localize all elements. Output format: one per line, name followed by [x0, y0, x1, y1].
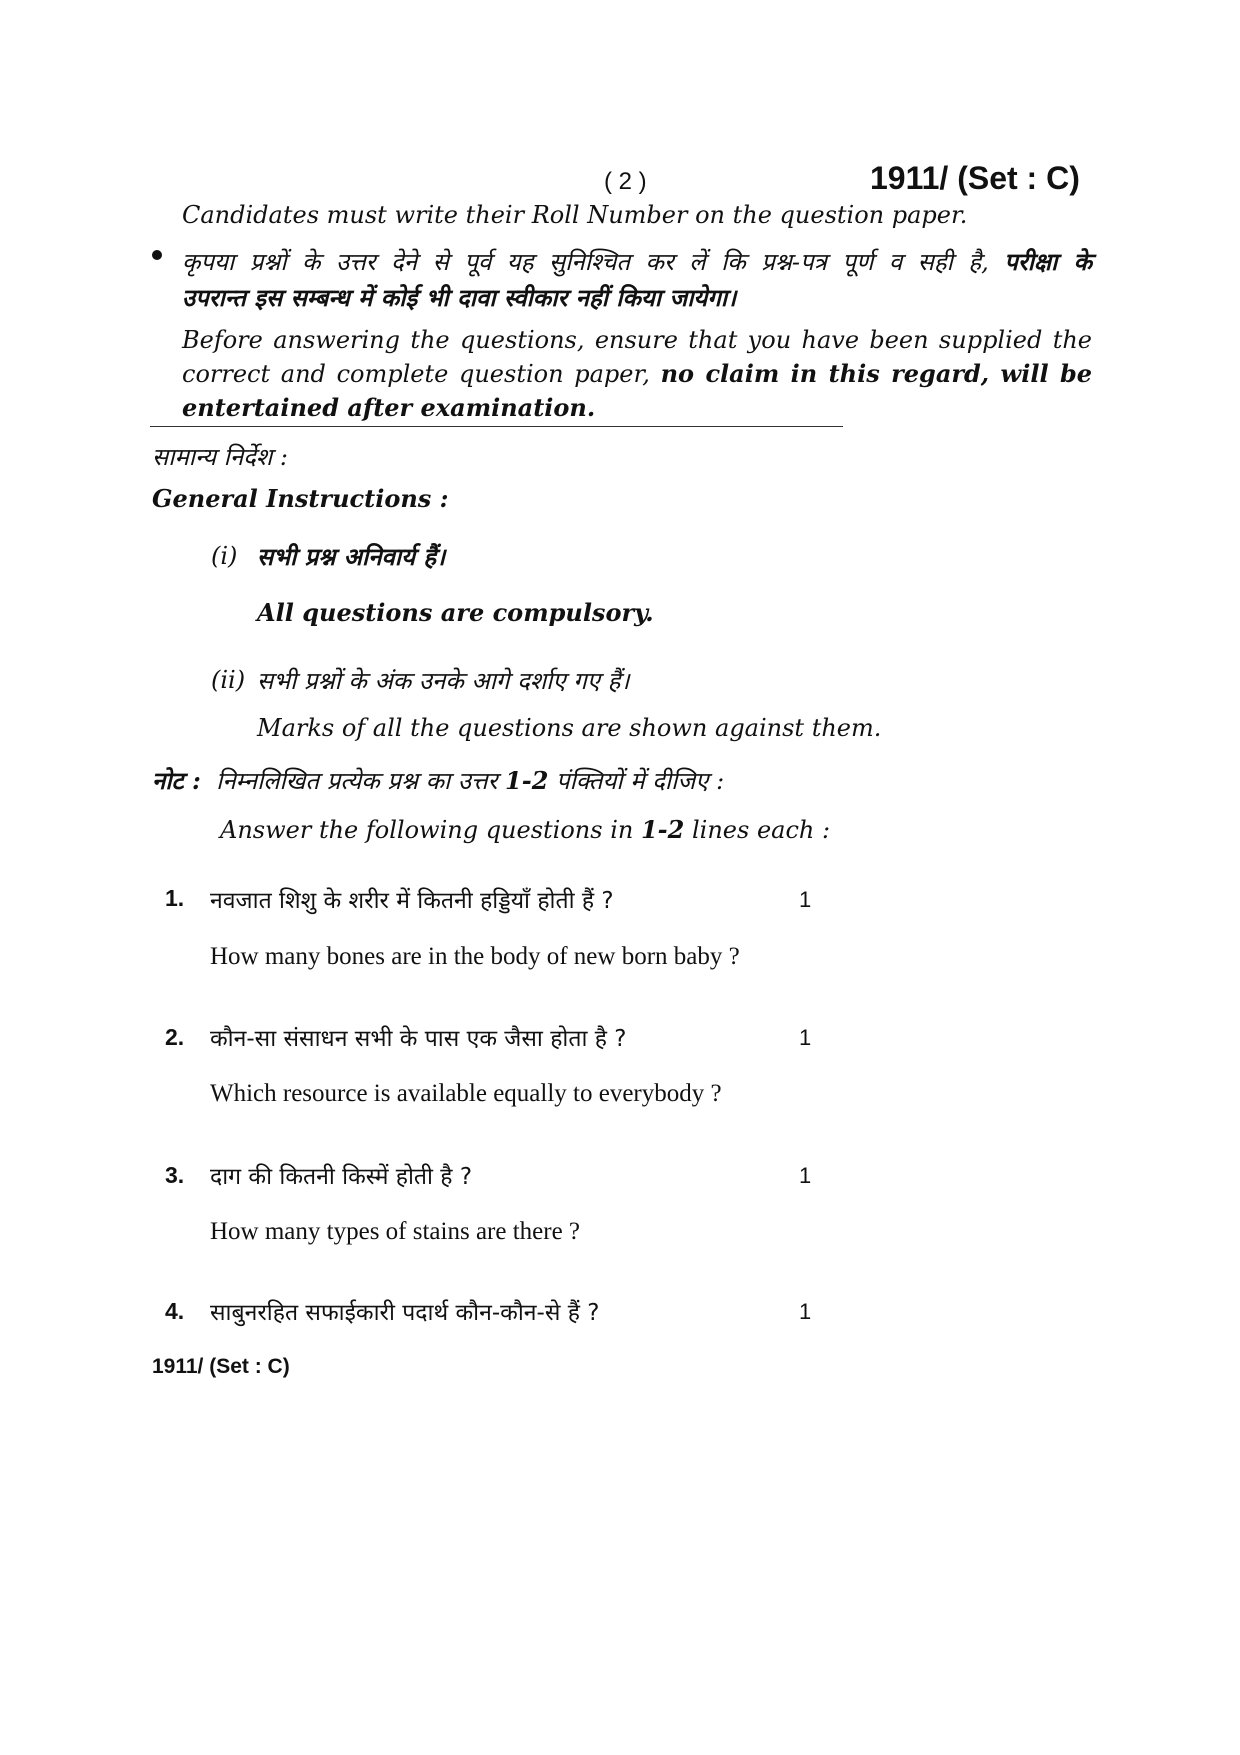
divider — [150, 426, 843, 427]
instruction-num: (ii) — [211, 666, 246, 694]
question-number: 1. — [165, 885, 185, 911]
question-text-hi: साबुनरहित सफाईकारी पदार्थ कौन-कौन-से हैं ? — [210, 1300, 600, 1326]
question-number: 4. — [165, 1298, 185, 1324]
question-text-hi: दाग की कितनी किस्में होती है ? — [210, 1164, 473, 1190]
question-marks: 1 — [799, 1299, 812, 1324]
paper-check-instruction-hi-cont: उपरान्त इस सम्बन्ध में कोई भी दावा स्वीकार नहीं किया जायेगा। — [182, 283, 737, 312]
question-text-hi: कौन-सा संसाधन सभी के पास एक जैसा होता है ? — [210, 1026, 627, 1052]
instructions-heading-en: General Instructions : — [152, 484, 449, 513]
paper-code-footer: 1911/ (Set : C) — [152, 1355, 290, 1378]
question-number: 2. — [165, 1024, 185, 1050]
note-line-en: Answer the following questions in 1-2 lines each : — [220, 815, 831, 844]
question-text-en: How many bones are in the body of new born baby ? — [210, 943, 740, 970]
question-marks: 1 — [799, 1025, 812, 1050]
question-marks: 1 — [799, 887, 812, 912]
paper-check-instruction-en: Before answering the questions, ensure that you have been supplied the correct and complete question paper, no claim in this regard, will be entertained after examination. — [182, 326, 1093, 422]
question-marks: 1 — [799, 1163, 812, 1188]
question-text-en: How many types of stains are there ? — [210, 1218, 581, 1245]
paper-check-instruction-hi: कृपया प्रश्नों के उत्तर देने से पूर्व यह सुनिश्चित कर लें कि प्रश्न-पत्र पूर्ण व सही है, परीक्षा के — [182, 247, 1092, 276]
bullet-icon — [152, 250, 162, 260]
instruction-hi: सभी प्रश्न अनिवार्य हैं। — [257, 542, 446, 571]
instruction-num: (i) — [211, 542, 238, 570]
question-number: 3. — [165, 1162, 185, 1188]
note-line-hi: नोट : निम्नलिखित प्रत्येक प्रश्न का उत्तर 1-2 पंक्तियों में दीजिए : — [152, 766, 725, 795]
page-number: ( 2 ) — [604, 168, 647, 195]
roll-number-instruction: Candidates must write their Roll Number on the question paper. — [182, 201, 968, 229]
instructions-heading-hi: सामान्य निर्देश : — [152, 443, 288, 471]
question-text-en: Which resource is available equally to everybody ? — [210, 1080, 722, 1107]
instruction-hi: सभी प्रश्नों के अंक उनके आगे दर्शाए गए हैं। — [257, 667, 630, 695]
instruction-en: Marks of all the questions are shown against them. — [257, 714, 882, 742]
question-text-hi: नवजात शिशु के शरीर में कितनी हड्डियाँ होती हैं ? — [210, 888, 614, 914]
instruction-en: All questions are compulsory. — [257, 598, 654, 627]
paper-code-header: 1911/ (Set : C) — [870, 160, 1080, 196]
